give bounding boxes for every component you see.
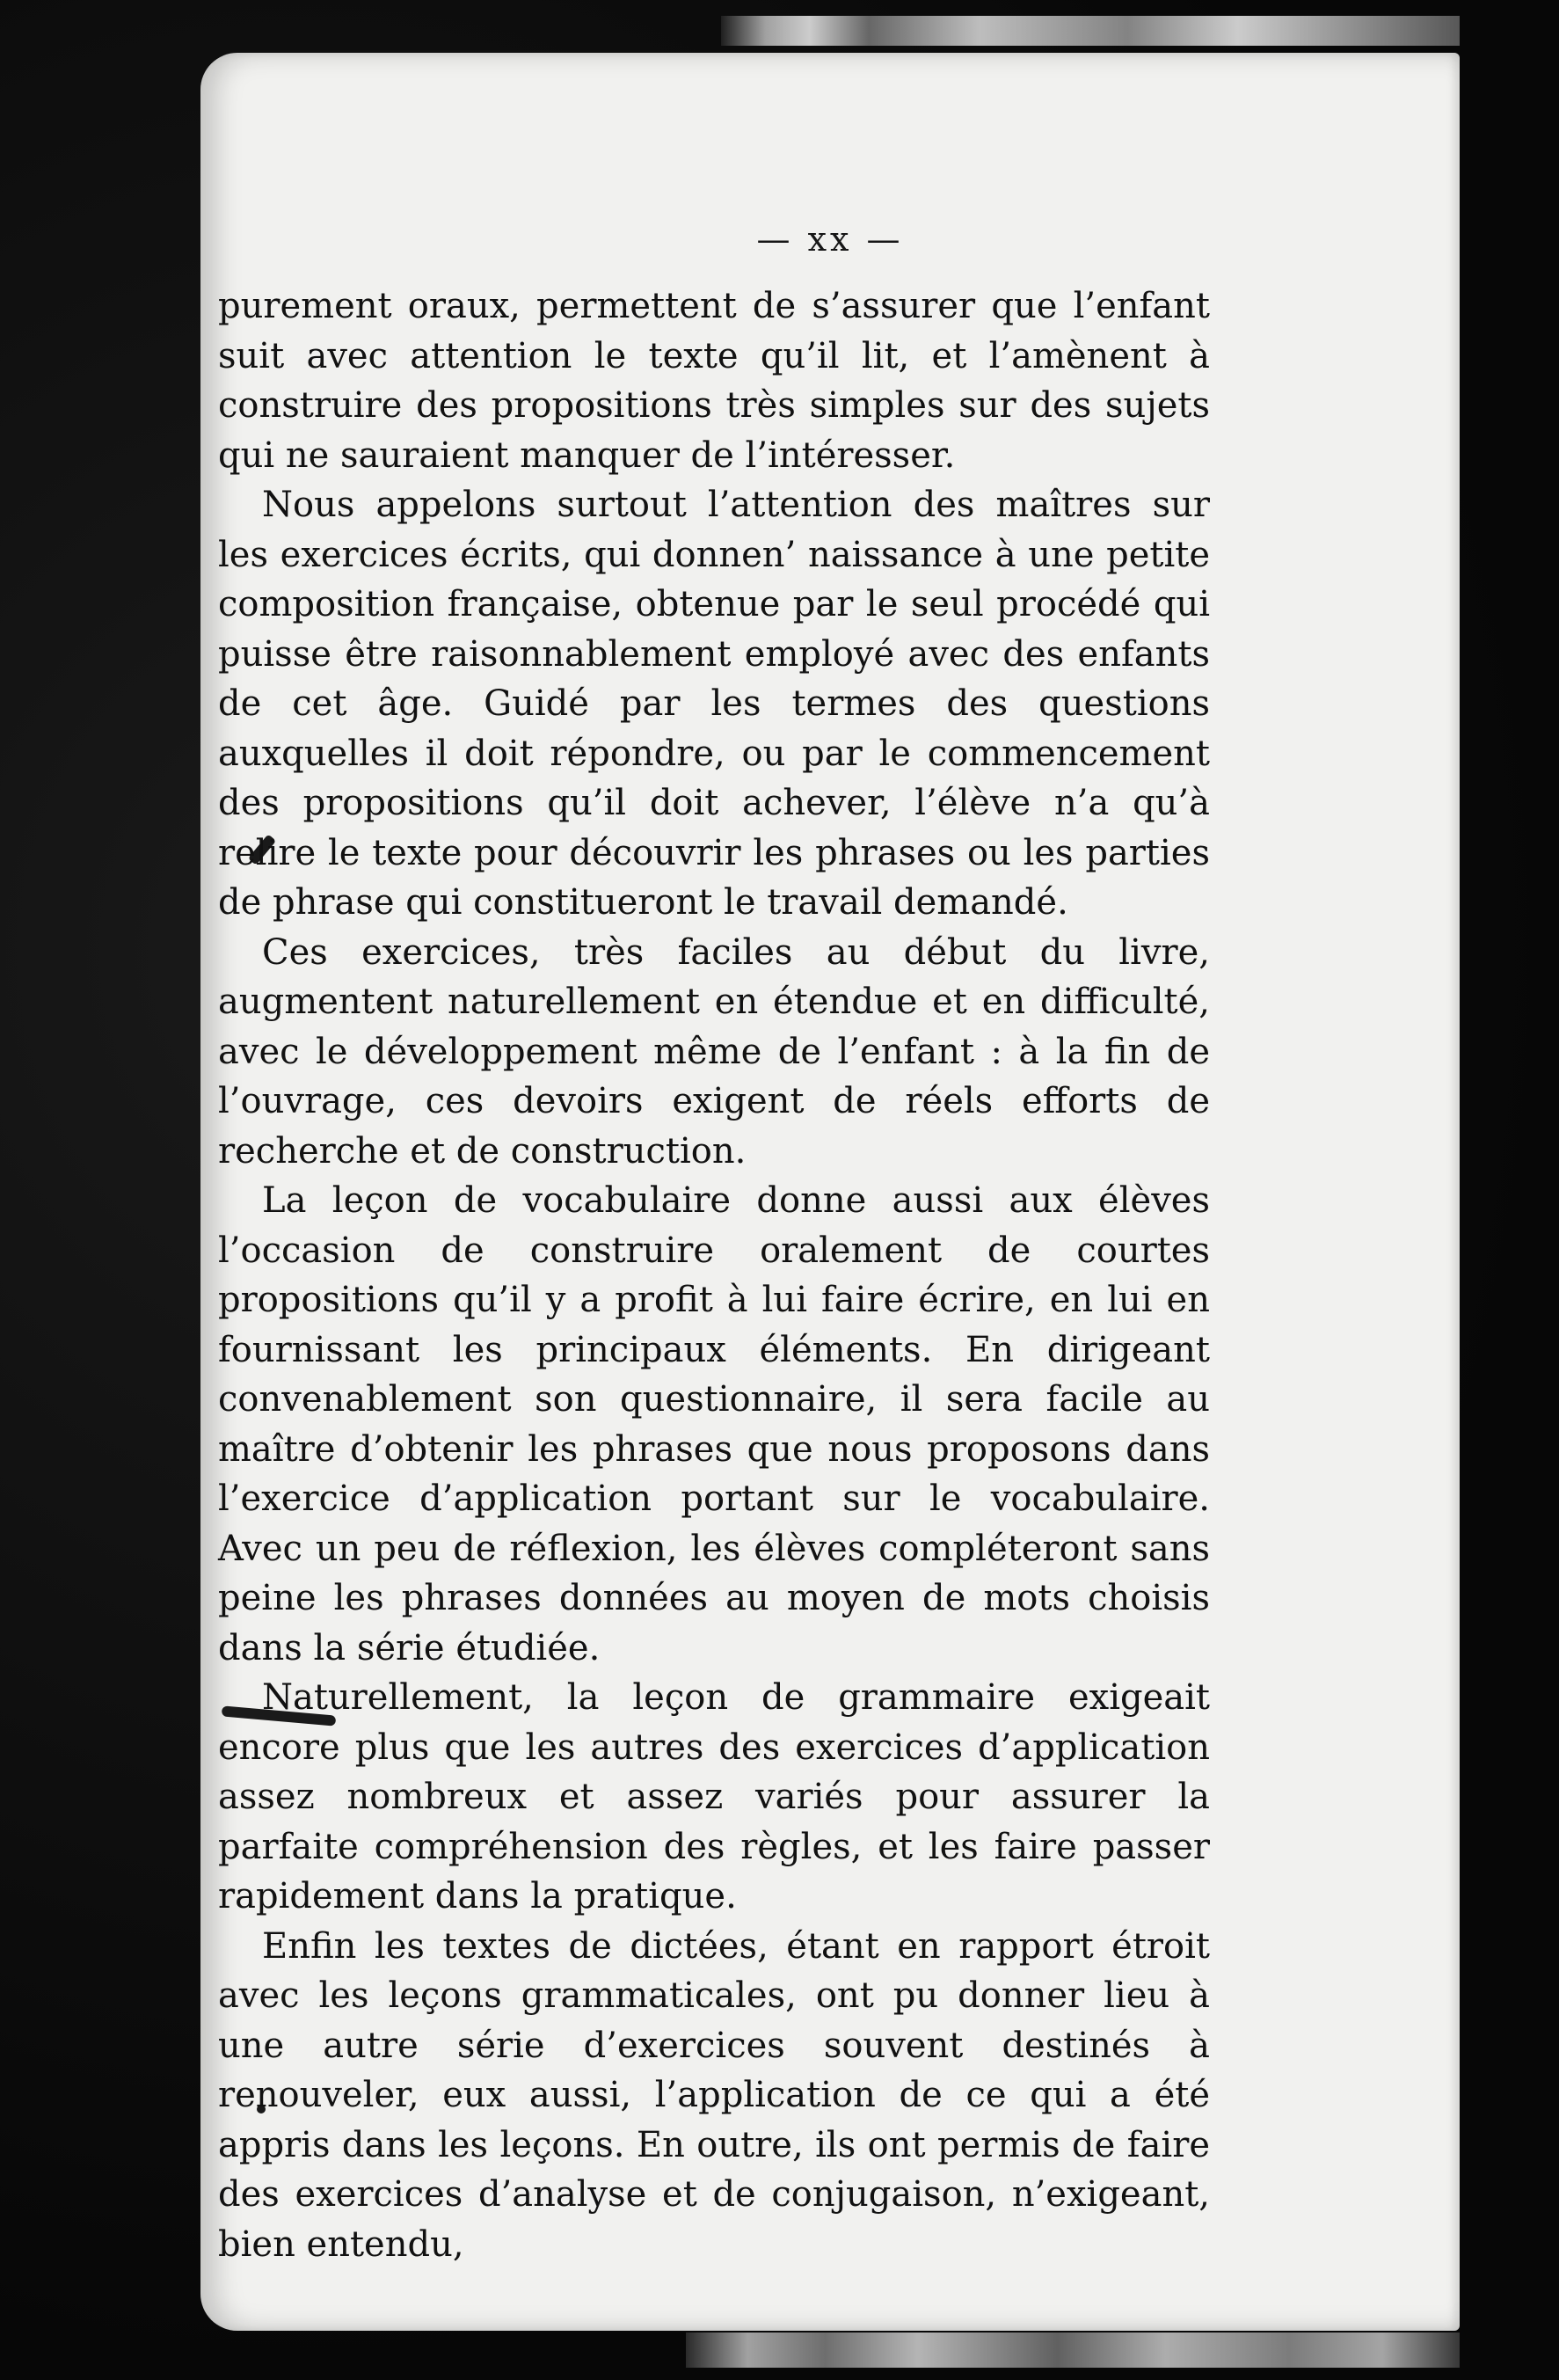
paragraph: Enfin les textes de dictées, étant en rapport étroit avec les leçons grammaticales, ont pu donner lieu à une autre série d’exercices souvent destinés à renouveler, eux aussi, l’application de ce qui a été appris dans les leçons. En outre, ils ont permis de faire des exercices d’analyse et de conjugaison, n’exigeant, bien entendu, (218, 1925, 1210, 2265)
body-text (218, 281, 1210, 2269)
paragraph: Ces exercices, très faciles au début du livre, augmentent naturellement en étendue et en difficulté, avec le développement même de l’enfant : à la fin de l’ouvrage, ces devoirs exigent de réels efforts de recherche et de construction. (218, 931, 1210, 1172)
paragraph: La leçon de vocabulaire donne aussi aux élèves l’occasion de construire oralement de courtes propositions qu’il y a profit à lui faire écrire, en lui en fournissant les principaux éléments. En dirigeant convenablement son questionnaire, il sera facile au maître d’obtenir les phrases que nous proposons dans l’exercice d’application portant sur le vocabulaire. Avec un peu de réflexion, les élèves compléteront sans peine les phrases données au moyen de mots choisis dans la série étudiée. (218, 1180, 1210, 1668)
film-edge-bottom (686, 2333, 1460, 2368)
paragraph: purement oraux, permettent de s’assurer que l’enfant suit avec attention le texte qu’il lit, et l’amènent à construire des propositions très simples sur des sujets qui ne sauraient manquer de l’intéresser. (218, 286, 1210, 476)
page-number: — xx — (756, 220, 904, 259)
paragraph: Nous appelons surtout l’attention des maîtres sur les exercices écrits, qui donnen’ naissance à une petite composition française, obtenue par le seul procédé qui puisse être raisonnablement employé avec des enfants de cet âge. Guidé par les termes des questions auxquelles il doit répondre, ou par le commencement des propositions qu’il doit achever, l’élève n’a qu’à relire le texte pour découvrir les phrases ou les parties de phrase qui constitueront le travail demandé. (218, 485, 1210, 923)
film-edge-top (721, 16, 1460, 46)
paragraph: Naturellement, la leçon de grammaire exigeait encore plus que les autres des exercices d’application assez nombreux et assez variés pour assurer la parfaite compréhension des règles, et les faire passer rapidement dans la pratique. (218, 1677, 1210, 1916)
